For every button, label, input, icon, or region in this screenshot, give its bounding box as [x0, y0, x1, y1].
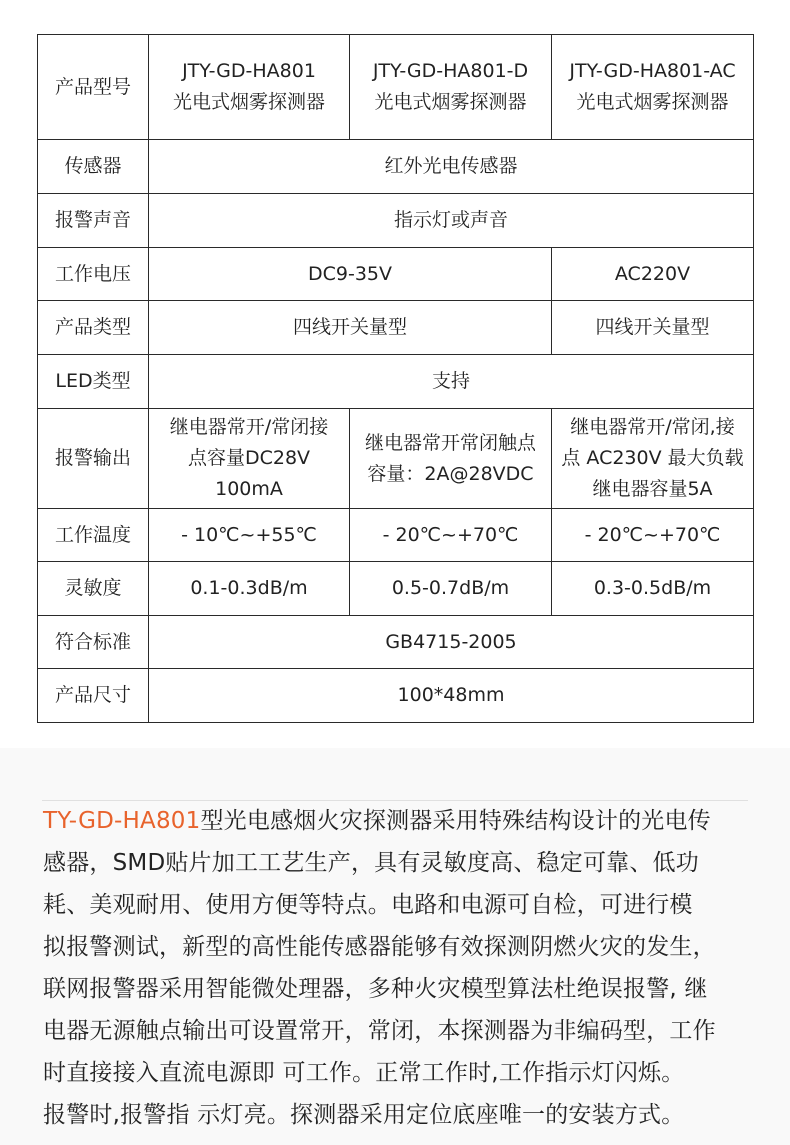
description-line: 耗、美观耐用、使用方便等特点。电路和电源可自检，可进行模: [43, 892, 693, 918]
output-line: 继电器常开/常闭,接: [570, 416, 735, 438]
description-line: 拟报警测试，新型的高性能传感器能够有效探测阴燃火灾的发生，: [43, 934, 716, 960]
label-product-type: 产品类型: [38, 301, 149, 355]
output-line: 100mA: [215, 478, 283, 500]
value-alarm-sound: 指示灯或声音: [149, 194, 754, 248]
value-alarm-output-2: [350, 409, 552, 509]
value-product-type-a: 四线开关量型: [149, 301, 552, 355]
value-voltage-dc: DC9-35V: [149, 248, 552, 301]
output-line: 点容量DC28V: [187, 447, 311, 469]
label-alarm-output: 报警输出: [38, 409, 149, 509]
model-name: 光电式烟雾探测器: [374, 91, 527, 113]
row-led-type: [38, 355, 754, 409]
model-cell-2: [350, 35, 552, 140]
model-highlight: TY-GD-HA801: [43, 808, 201, 834]
label-voltage: 工作电压: [38, 248, 149, 301]
label-model: 产品型号: [38, 35, 149, 140]
row-size: [38, 669, 754, 723]
row-sensitivity: [38, 562, 754, 616]
label-size: 产品尺寸: [38, 669, 149, 723]
label-sensitivity: 灵敏度: [38, 562, 149, 616]
model-cell-1: [149, 35, 350, 140]
row-product-type: [38, 301, 754, 355]
label-alarm-sound: 报警声音: [38, 194, 149, 248]
label-temperature: 工作温度: [38, 509, 149, 562]
output-line: 容量：2A@28VDC: [367, 462, 534, 485]
output-line: 继电器容量5A: [592, 478, 713, 500]
spec-table: [37, 34, 754, 723]
model-name: 光电式烟雾探测器: [576, 91, 729, 113]
label-standard: 符合标准: [38, 616, 149, 669]
row-sensor: [38, 140, 754, 194]
value-sensitivity-2: 0.5-0.7dB/m: [350, 562, 552, 616]
value-led-type: 支持: [149, 355, 754, 409]
value-alarm-output-1: [149, 409, 350, 509]
value-sensitivity-3: 0.3-0.5dB/m: [552, 562, 754, 616]
value-size: 100*48mm: [149, 669, 754, 723]
value-temperature-3: - 20℃~+70℃: [552, 509, 754, 562]
description-text: 型光电感烟火灾探测器采用特殊结构设计的光电传: [200, 808, 711, 834]
row-temperature: [38, 509, 754, 562]
label-led-type: LED类型: [38, 355, 149, 409]
row-model: [38, 35, 754, 140]
description-line: 电器无源触点输出可设置常开，常闭，本探测器为非编码型，工作: [43, 1018, 716, 1044]
value-temperature-1: - 10℃~+55℃: [149, 509, 350, 562]
row-standard: [38, 616, 754, 669]
value-standard: GB4715-2005: [149, 616, 754, 669]
output-line: 点 AC230V 最大负载: [561, 447, 744, 469]
value-voltage-ac: AC220V: [552, 248, 754, 301]
model-code: JTY-GD-HA801-AC: [569, 60, 736, 82]
description-line: [43, 800, 755, 842]
description-line: 时直接接入直流电源即 可工作。正常工作时,工作指示灯闪烁。: [43, 1060, 685, 1086]
value-sensitivity-1: 0.1-0.3dB/m: [149, 562, 350, 616]
model-name: 光电式烟雾探测器: [172, 91, 325, 113]
row-alarm-output: [38, 409, 754, 509]
value-product-type-b: 四线开关量型: [552, 301, 754, 355]
model-code: JTY-GD-HA801: [182, 60, 316, 82]
output-line: 继电器常开常闭触点: [364, 431, 536, 454]
description-line: 联网报警器采用智能微处理器，多种火灾模型算法杜绝误报警, 继: [43, 976, 708, 1002]
model-code: JTY-GD-HA801-D: [372, 60, 529, 82]
description-line: 报警时,报警指 示灯亮。探测器采用定位底座唯一的安装方式。: [43, 1102, 685, 1128]
value-alarm-output-3: [552, 409, 754, 509]
description-line: 感器，SMD贴片加工工艺生产，具有灵敏度高、稳定可靠、低功: [43, 850, 699, 876]
value-temperature-2: - 20℃~+70℃: [350, 509, 552, 562]
row-voltage: [38, 248, 754, 301]
product-description: [43, 800, 755, 1136]
value-sensor: 红外光电传感器: [149, 140, 754, 194]
output-line: 继电器常开/常闭接: [169, 416, 329, 438]
label-sensor: 传感器: [38, 140, 149, 194]
model-cell-3: [552, 35, 754, 140]
row-alarm-sound: [38, 194, 754, 248]
